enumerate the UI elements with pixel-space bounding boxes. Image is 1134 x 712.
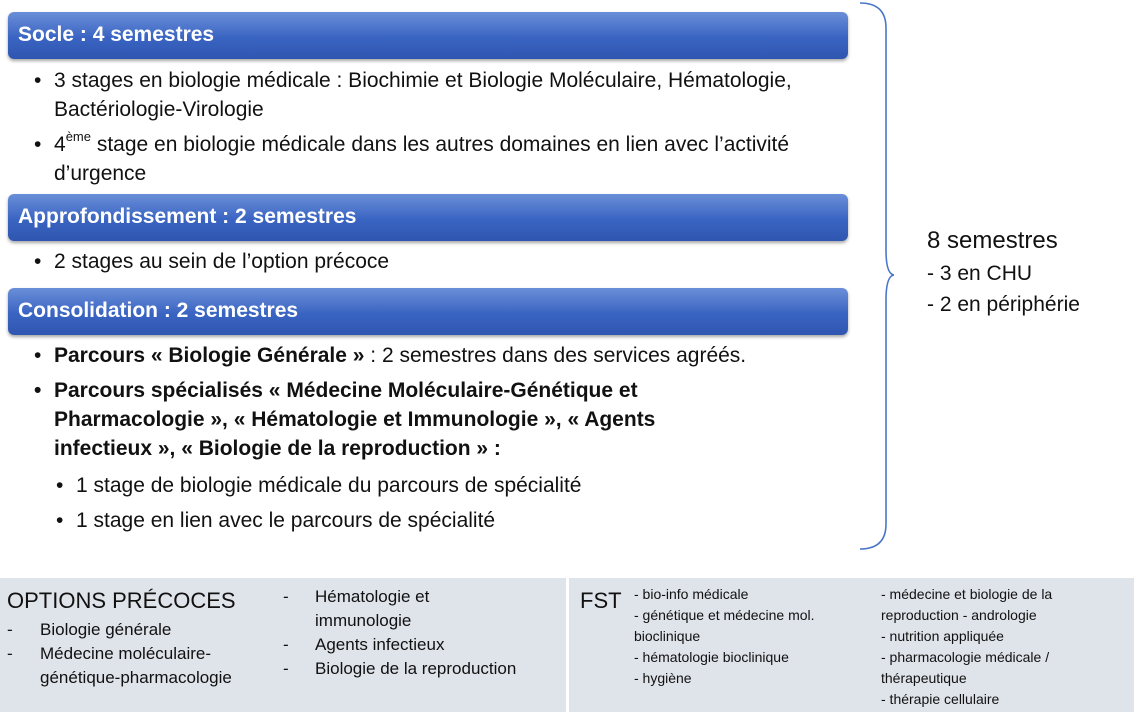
option-item: - Biologie générale <box>7 620 172 639</box>
consolidation-bullet-1-rest: : 2 semestres dans des services agréés. <box>364 344 747 367</box>
fst-title: FST <box>580 588 622 613</box>
summary-line-peripherie: - 2 en périphérie <box>927 293 1080 316</box>
fst-item: - bio-info médicale <box>634 586 749 602</box>
option-item-label: Biologie de la reproduction <box>315 659 517 678</box>
right-brace-icon <box>858 2 894 554</box>
fst-panel <box>569 578 1134 712</box>
summary-total: 8 semestres <box>927 227 1058 254</box>
fst-item: - thérapie cellulaire <box>881 691 1000 707</box>
option-item-label: Agents infectieux <box>315 635 445 654</box>
option-item: - Biologie de la reproduction <box>283 659 517 678</box>
consolidation-sub-1: • 1 stage de biologie médicale du parcours de spécialité <box>54 471 732 500</box>
socle-bullet-2-prefix: 4 <box>54 133 66 156</box>
fst-item: - hématologie bioclinique <box>634 649 789 665</box>
consolidation-bullet-2-text: Parcours spécialisés « Médecine Moléculaire-Génétique et Pharmacologie », « Hématologie et Immunologie », « Agents infectieux », « Biologie de la reproduction » : <box>54 379 656 460</box>
summary-line-chu: - 3 en CHU <box>927 262 1033 285</box>
consolidation-sub-bullets <box>54 471 732 535</box>
option-item: - Agents infectieux <box>283 635 445 654</box>
consolidation-bullet-1-bold: Parcours « Biologie Générale » <box>54 344 365 367</box>
option-item: - Médecine moléculaire-génétique-pharmacologie <box>7 644 232 687</box>
approfondissement-bullets <box>32 247 822 282</box>
socle-bullet-2 <box>32 130 822 188</box>
approfondissement-bullet-1: • 2 stages au sein de l’option précoce <box>32 247 822 276</box>
socle-bullet-2-sup: ème <box>65 129 91 144</box>
consolidation-sub-2: • 1 stage en lien avec le parcours de spécialité <box>54 506 732 535</box>
options-precoces-panel <box>0 578 566 712</box>
options-col-2 <box>283 585 553 681</box>
option-item-label: Hématologie et immunologie <box>315 587 430 630</box>
socle-bullets <box>32 66 822 194</box>
options-precoces-title: OPTIONS PRÉCOCES <box>7 588 236 613</box>
consolidation-header: Consolidation : 2 semestres <box>8 288 848 335</box>
fst-item: - nutrition appliquée <box>881 628 1004 644</box>
fst-item: - pharmacologie médicale / thérapeutique <box>881 649 1050 686</box>
socle-bullet-1: • 3 stages en biologie médicale : Biochimie et Biologie Moléculaire, Hématologie, Bactériologie-Virologie <box>32 66 822 124</box>
option-item-label: Médecine moléculaire-génétique-pharmacologie <box>40 644 232 687</box>
fst-item: - médecine et biologie de la reproduction - andrologie <box>881 586 1053 623</box>
socle-header: Socle : 4 semestres <box>8 12 848 59</box>
consolidation-bullet-1 <box>32 341 832 370</box>
fst-item: - hygiène <box>634 670 692 686</box>
fst-item: - génétique et médecine mol. bioclinique <box>634 607 815 644</box>
socle-bullet-2-rest: stage en biologie médicale dans les autres domaines en lien avec l’activité d’urgence <box>54 133 790 185</box>
option-item-label: Biologie générale <box>40 620 172 639</box>
consolidation-bullets <box>32 341 832 541</box>
fst-col-1 <box>634 584 866 689</box>
approfondissement-header: Approfondissement : 2 semestres <box>8 194 848 241</box>
option-item: - Hématologie et immunologie <box>283 587 430 630</box>
fst-col-2 <box>881 584 1126 710</box>
semester-summary <box>927 224 1080 320</box>
consolidation-bullet-2 <box>32 376 732 535</box>
options-col-1 <box>7 618 277 690</box>
